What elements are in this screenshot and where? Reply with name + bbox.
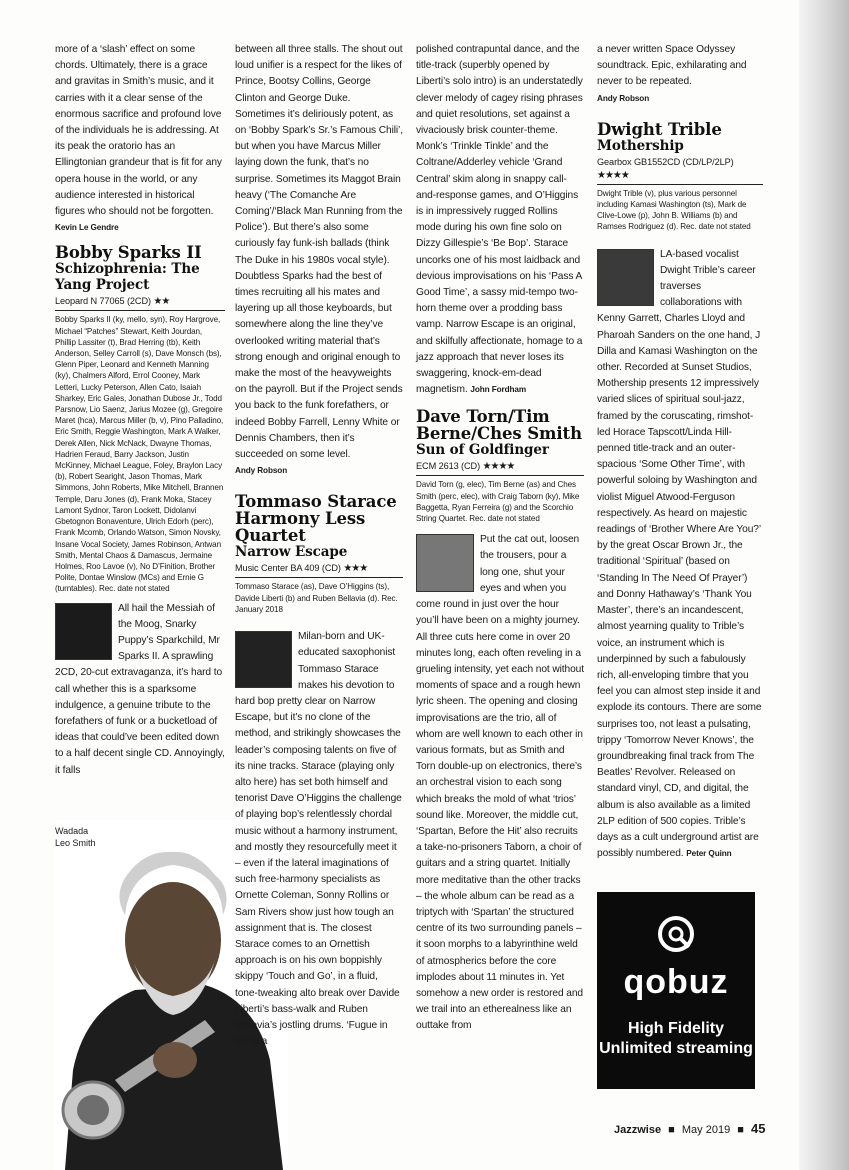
page-number: 45 [750, 1121, 766, 1136]
review-text: Milan-born and UK-educated saxophonist Tommaso Starace makes his devotion to hard bop pretty clear on Narrow Escape, but it’s no clone of the method, and strikingly showcases the leader’s composing talents on five of its nine tracks. Starace (playing only alto here) has set both himself and tenorist Dave O’Higgins the challenge of playing bop’s relentlessly chordal music without a harmony instrument, and mostly they resourcefully meet it – even if the lateral imaginations of such free-harmony specialists as Ornette Coleman, Sonny Rollins or Sam Rivers show just how tough an assignment that is. The closest Starace comes to an Ornettish approach is on his own boppishly skippy ‘Touch and Go’, in a fluid, tone-tweaking alto break over Davide Liberti’s bass-walk and Ruben Bellavia’s jostling drums. ‘Fugue in Eb’ is a [235, 631, 402, 1048]
review-subtitle: Sun of Goldfinger [416, 442, 549, 459]
review-header-tommaso-starace [235, 493, 403, 615]
reviewer-credit: Andy Robson [235, 466, 288, 476]
review-text: polished contrapuntal dance, and the title-track (superbly opened by Liberti’s solo intro) is an understatedly clever melody of cagey rising phrases and quiet resolutions, set against a vivaciously brisk counter-theme. Monk’s ‘Trinkle Tinkle’ and the Coltrane/Adderley vehicle ‘Grand Central’ skim along in snappy call-and-response games, and O’Higgins is in impressively rugged Rollins mode during his own fine solo on Dizzy Gillespie’s ‘Be Bop’. Starace uncorks one of his most laidback and devious improvisations on his ‘Pass A Good Time’, a sassy mid-tempo two-horn theme over a prodding bass vamp. Narrow Escape is an original, and skilfully affectionate, homage to a jazz approach that never loses its swaggering, knock-em-dead magnetism. John Fordham [416, 44, 583, 396]
review-header-dwight-trible [597, 121, 763, 233]
star-rating: ★★ [153, 296, 170, 308]
review-text: Put the cat out, loosen the trousers, pour a long one, shut your eyes and when you come round in just over the hour you’ll have been on a mighty journey. All three cuts here come in over 20 minutes long, each often reveling in a grueling intensity, yet each not without moments of space and a rough hewn lyric sheen. The opening and closing improvisations are the trio, all of whom are well known to each other in various formats, but as Smith and Torn double-up on electronics, there’s an orchestral vision to each song which breaks the mold of what ‘trios’ sound like. Moreover, the middle cut, ‘Spartan, Before the Hit’ also recruits a take-no-prisoners Taborn, a choir of guitars and a string quartet. Initially more meditative than the other tracks – the whole album can be read as a triptych with ‘Spartan’ the structured centre of its two surrounding panels – it soon morphs to a labyrinthine weld of atmospherics before the core implodes about 11 minutes in. Yet somehow a new order is restored and we trail into an etherealness like an outtake from [416, 534, 584, 1032]
reviewer-credit: Peter Quinn [686, 849, 732, 859]
review-text: between all three stalls. The shout out loud unifier is a respect for the likes of Prince, Bootsy Collins, George Clinton and George Duke. Sometimes it’s deliriously potent, as on ‘Bobby Spark’s Sr.’s Famous Chili’, but when you have Marcus Miller laying down the funk, that’s no surprise. Sometimes its Maggot Brain heavy (‘The Comanche Are Coming’/‘Black Man Running from the Police’). But there’s also some curiously fay funk-ish ballads (think The Duke in his 1980s vocal style). Doubtless Sparks had the best of times recruiting all his mates and layering up all those keyboards, but somewhere along the line they’ve overlooked writing material that’s strong enough and original enough to make the most of the heavyweights on the payroll. But if the Project sends you back to the funk forefathers, or indeed Bobby Farrell, Lenny White or Dennis Chambers, then it’s succeeded on some level. Andy Robson [235, 44, 403, 476]
review-title: Dave Torn/Tim Berne/Ches Smith [416, 407, 582, 444]
catalogue-line: Leopard N 77065 (2CD) ★★ [55, 295, 225, 311]
review-subtitle: Schizophrenia: The Yang Project [55, 261, 200, 294]
reviewer-credit: Andy Robson [597, 93, 650, 103]
album-cover-thumbnail [416, 534, 474, 592]
ad-tagline-2: Unlimited streaming [599, 1040, 753, 1057]
reviewer-credit: John Fordham [470, 385, 527, 395]
review-header-torn-berne-smith [416, 408, 584, 524]
qobuz-logo-icon [656, 914, 696, 954]
column-4 [597, 42, 763, 862]
catalogue-line: Music Center BA 409 (CD) ★★★ [235, 562, 403, 578]
personnel-list: Bobby Sparks II (ky, mello, syn), Roy Hargrove, Michael “Patches” Stewart, Keith Jourdan, Phillip Lassiter (t), Brad Herring (tb), Keith Anderson, Selley Carroll (s), Dave Monsch (bs), Glenn Piper, Leonard and Kenneth Manning (ky), Chalmers Alford, Errol Cooney, Mark Letteri, Lucky Peterson, Allen Cato, Isaiah Sharkey, Eric Gales, Jonathan Dubose Jr., Todd Parsnow, Lio Saenz, Jarius Mozee (g), Gregoire Maret (hca), Marcus Miller (b, v), Pino Palladino, Eric Smith, Reggie Washington, Mark A Walker, Derek Allen, Nick McNack, Dwayne Thomas, Hadrien Feraud, Barry Jackson, Justin McKinney, Michael League, Foley, Braylon Lacy (b), Robert Searight, Jason Thomas, Mark Simmons, John Roberts, Mike Mitchell, Brannen Temple, Daru Jones (d), Frank Moka, Stacey Lamont Sydnor, Taron Lockett, Didolanvi Gbetognon Bonaventure, Ulrich Edorh (perc), Frank Mcomb, Orlando Watson, Simon Novsky, Insane Vocal Society, James Robinson, Antwan Smith, Mental Chaos & Damascus, Jermaine Holmes, Roo Lavoe (v), No D’Finition, Brother Polite, Dontae Winslow (MCs) and Ernie G (turntables). Rec. date not stated [55, 315, 224, 594]
column-3 [416, 42, 584, 1035]
album-cover-thumbnail [235, 631, 292, 688]
review-title: Bobby Sparks II [55, 243, 202, 263]
album-cover-thumbnail [597, 249, 654, 306]
column-2 [235, 42, 403, 1050]
qobuz-advertisement[interactable] [597, 892, 755, 1089]
review-subtitle: Narrow Escape [235, 544, 348, 561]
review-text: LA-based vocalist Dwight Trible’s career traverses collaborations with Kenny Garrett, Charles Lloyd and Pharoah Sanders on the one hand, J Dilla and Kamasi Washington on the other. Recorded at Sunset Studios, Mothership presents 12 impressively varied slices of spiritual soul-jazz, framed by the coruscating, rimshot-led Horace Tapscott/Linda Hill-penned title-track and an outer-spacious ‘Some Other Time’, with powerful soloing by Washington and violist Miguel Atwood-Ferguson respectively. As heard on majestic readings of ‘Brother Where Are You?’ by the great Oscar Brown Jr., the traditional ‘Spiritual’ (based on ‘Standing In The Need Of Prayer’) and Donny Hathaway’s ‘Thank You Master’, there’s an incandescent, almost yearning quality to Trible’s voice, an instrument which is underpinned by such a fabulously rich, all-enveloping timbre that you feel you can almost step inside it and explode its contours. There are some surprises too, not least a pulsating, trippy ‘Tomorrow Never Knows’, the groundbreaking final track from The Beatles’ Revolver. Released on standard vinyl, CD, and digital, the album is also available as a limited 2LP edition of 500 copies. Trible’s days as a cult underground artist are possibly numbered. Peter Quinn [597, 248, 762, 860]
page-binding-shadow [799, 0, 849, 1170]
review-subtitle: Mothership [597, 137, 684, 154]
review-title: Tommaso Starace Harmony Less Quartet [235, 492, 397, 546]
review-text: more of a ‘slash’ effect on some chords. Ultimately, there is a grace and gravitas in Smith’s music, and it carries with it a clear sense of the enormous sacrifice and profound love of the individuals he is addressing. At its peak the oratorio has an Ellingtonian grandeur that is fit for any opera house in the world, or any audience interested in historical figures who should not be forgotten. Kevin Le Gendre [55, 44, 222, 233]
personnel-list: Tommaso Starace (as), Dave O’Higgins (ts), Davide Liberti (b) and Ruben Bellavia (d). Rec. January 2018 [235, 582, 398, 614]
star-rating: ★★★★ [597, 169, 629, 181]
review-title: Dwight Trible [597, 119, 722, 139]
personnel-list: David Torn (g, elec), Tim Berne (as) and Ches Smith (perc, elec), with Craig Taborn (ky), Mike Baggetta, Ryan Ferreira (g) and the Scorchio String Quartet. Rec. date not stated [416, 480, 580, 524]
magazine-name: Jazzwise [614, 1124, 662, 1136]
review-text: a never written Space Odyssey soundtrack. Epic, exhilarating and never to be repeated. Andy Robson [597, 44, 747, 103]
star-rating: ★★★ [343, 563, 368, 575]
ad-tagline-1: High Fidelity [628, 1020, 724, 1037]
star-rating: ★★★★ [482, 461, 515, 473]
reviewer-credit: Kevin Le Gendre [55, 223, 119, 233]
photo-caption: Wadada Leo Smith [55, 826, 96, 848]
personnel-list: Dwight Trible (v), plus various personnel including Kamasi Washington (ts), Mark de Clive-Lowe (p), John B. Williams (b) and Ramses Rodriguez (d). Rec. date not stated [597, 188, 751, 232]
page-footer: Jazzwise ■ May 2019 ■ 45 [614, 1121, 766, 1136]
qobuz-wordmark: qobuz [623, 963, 729, 1001]
column-1 [55, 42, 225, 779]
catalogue-line: Gearbox GB1552CD (CD/LP/2LP) ★★★★ [597, 156, 763, 185]
issue-date: May 2019 [681, 1124, 731, 1136]
catalogue-line: ECM 2613 (CD) ★★★★ [416, 460, 584, 476]
album-cover-thumbnail [55, 603, 112, 660]
review-text: All hail the Messiah of the Moog, Snarky Puppy’s Sparkchild, Mr Sparks II. A sprawling 2CD, 20-cut extravaganza, it’s hard to call whether this is a sparksome indulgence, a genuine tribute to the forefathers of funk or a bucketload of ideas that could’ve been edited down to a half decent single CD. Annoyingly, it falls [55, 602, 225, 776]
review-header-bobby-sparks [55, 244, 225, 594]
